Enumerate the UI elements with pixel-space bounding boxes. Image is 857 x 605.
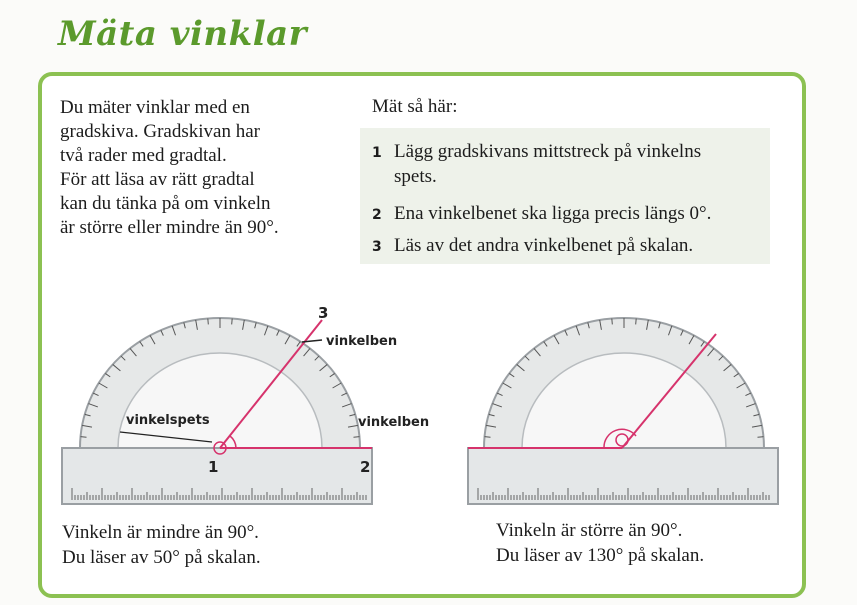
caption-1-line-2: Du läser av 50° på skalan. <box>62 547 261 568</box>
marker-3: 3 <box>318 304 329 322</box>
intro-line: För att läsa av rätt gradtal <box>60 169 255 190</box>
howto-heading: Mät så här: <box>372 96 458 117</box>
protractor-tick <box>612 318 613 324</box>
caption-2-line-2: Du läser av 130° på skalan. <box>496 545 705 566</box>
protractor-tick <box>636 318 637 324</box>
protractor-2 <box>468 318 778 504</box>
protractor-tick <box>353 437 359 438</box>
intro-line: Du mäter vinklar med en <box>60 97 250 118</box>
intro-line: två rader med gradtal. <box>60 145 227 166</box>
step-number: 3 <box>372 239 382 255</box>
label-vinkelben-top: vinkelben <box>326 334 398 349</box>
protractor-tick <box>485 437 491 438</box>
label-vinkelben-right: vinkelben <box>358 415 430 430</box>
step-text: Läs av det andra vinkelbenet på skalan. <box>394 235 694 256</box>
step-number: 1 <box>372 145 382 161</box>
intro-line: är större eller mindre än 90°. <box>60 217 279 238</box>
marker-1: 1 <box>208 458 219 476</box>
intro-line: gradskiva. Gradskivan har <box>60 121 260 142</box>
step-number: 2 <box>372 207 382 223</box>
intro-line: kan du tänka på om vinkeln <box>60 193 271 214</box>
caption-2-line-1: Vinkeln är större än 90°. <box>496 520 683 541</box>
caption-2 <box>496 518 704 568</box>
step-text-cont: spets. <box>394 166 437 187</box>
protractor-tick <box>208 318 209 324</box>
page-title: Mäta vinklar <box>58 14 308 54</box>
step-text: Lägg gradskivans mittstreck på vinkelns <box>394 141 702 162</box>
protractor-tick <box>232 318 233 324</box>
protractor-tick <box>757 437 763 438</box>
label-vinkelspets: vinkelspets <box>126 413 210 428</box>
caption-1-line-1: Vinkeln är mindre än 90°. <box>62 522 259 543</box>
marker-2: 2 <box>360 458 371 476</box>
step-text: Ena vinkelbenet ska ligga precis längs 0°. <box>394 203 712 224</box>
protractor-tick <box>81 437 87 438</box>
caption-1 <box>62 520 261 570</box>
